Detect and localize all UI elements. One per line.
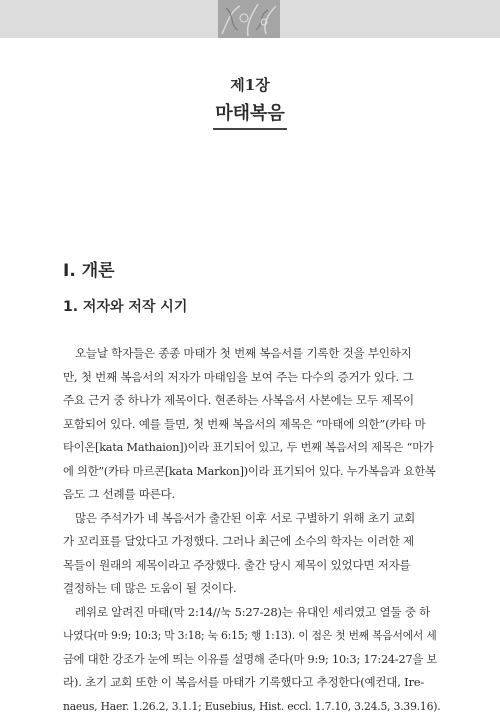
header-ornament-image	[218, 0, 280, 38]
text-line: 많은 주석가가 네 복음서가 출간된 이후 서로 구별하기 위해 초기 교회	[75, 510, 416, 525]
chapter-title: 마태복음	[213, 99, 287, 130]
subsection-heading: 1. 저자와 저작 시기	[63, 299, 188, 315]
text-line: 금에 대한 강조가 눈에 띄는 이유를 설명해 준다(마 9:9; 10:3; 17:24-27을 보	[63, 652, 438, 666]
section-heading: I. 개론	[63, 261, 115, 281]
text-line: 나였다(마 9:9; 10:3; 막 3:18; 눅 6:15; 행 1:13). 이 점은 첫 번째 복음서에서 세	[63, 629, 437, 642]
text-line: 주요 근거 중 하나가 제목이다. 현존하는 사복음서 사본에는 모두 제목이	[63, 393, 414, 407]
text-line: 만, 첫 번째 복음서의 저자가 마태임을 보여 주는 다수의 증거가 있다. 그	[63, 369, 414, 384]
text-line: naeus, Haer. 1.26.2, 3.1.1; Eusebius, Hist. eccl. 1.7.10, 3.24.5, 3.39.16).	[63, 699, 441, 713]
text-line: 가 꼬리표를 달았다고 가정했다. 그러나 최근에 소수의 학자는 이러한 제	[63, 534, 414, 548]
chapter-number: 제1장	[230, 76, 270, 94]
text-line: 라). 초기 교회 또한 이 복음서를 마태가 기록했다고 추정한다(예컨대, Ire-	[63, 675, 425, 689]
text-line: 에 의한”(카타 마르콘[kata Markon])이라 표기되어 있다. 누가복음과 요한복	[63, 464, 436, 478]
text-line: 음도 그 선례를 따른다.	[63, 487, 176, 501]
text-line: 레위로 알려진 마태(막 2:14//눅 5:27-28)는 유대인 세리였고 열둘 중 하	[75, 604, 430, 619]
body-text	[63, 342, 441, 718]
text-line: 포함되어 있다. 예를 들면, 첫 번째 복음서의 제목은 “마태에 의한”(카타 마	[63, 416, 426, 431]
text-line: 타이온[kata Mathaion])이라 표기되어 있고, 두 번째 복음서의 제목은 “마가	[63, 441, 434, 454]
text-line: 오늘날 학자들은 종종 마태가 첫 번째 복음서를 기록한 것을 부인하지	[75, 346, 412, 360]
text-line: 결정하는 데 많은 도움이 될 것이다.	[63, 581, 237, 595]
text-line: 목들이 원래의 제목이라고 주장했다. 출간 당시 제목이 있었다면 저자를	[63, 557, 411, 572]
